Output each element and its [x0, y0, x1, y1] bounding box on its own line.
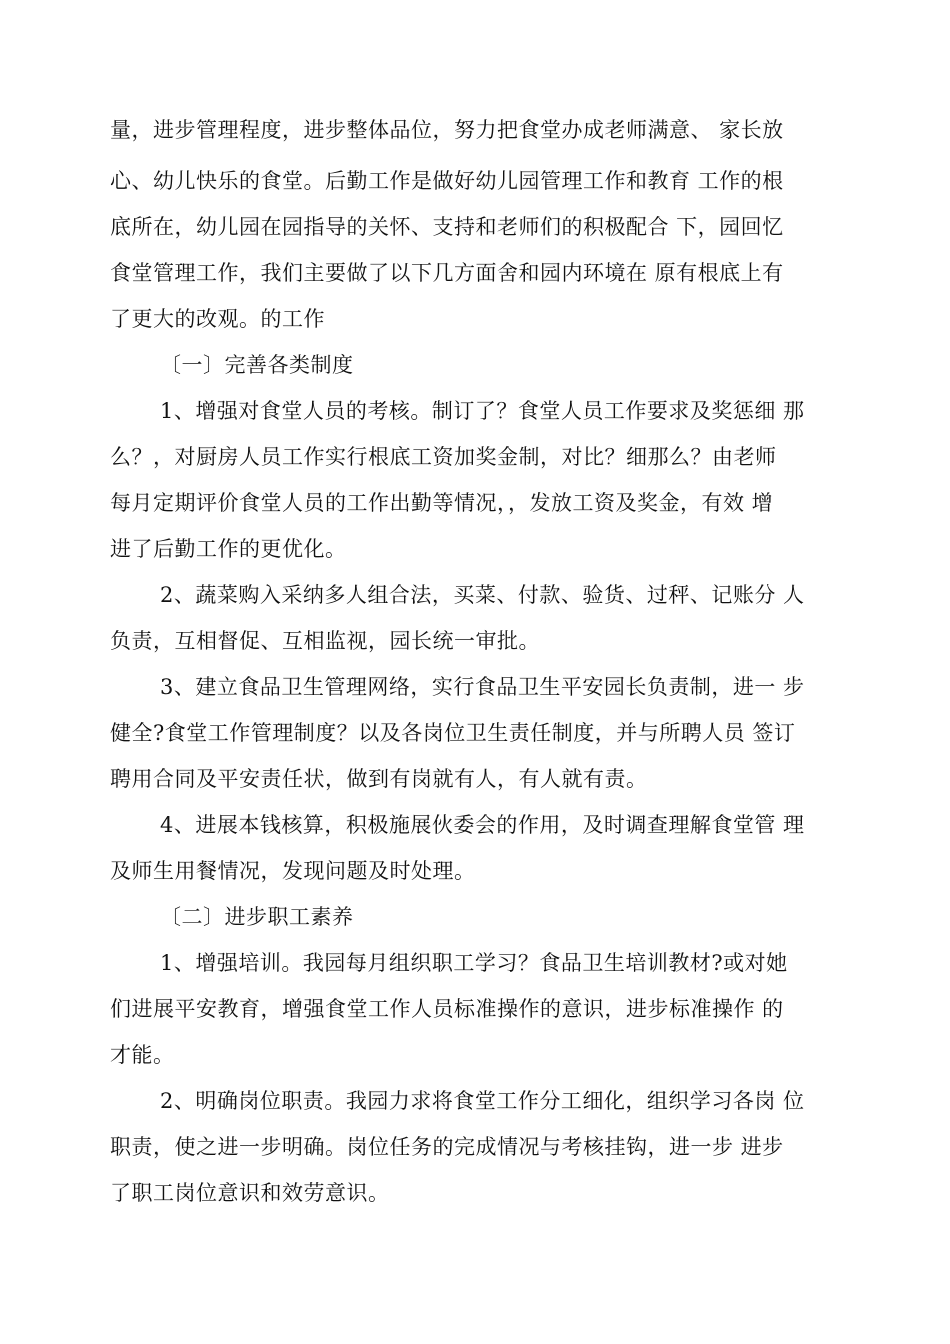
- paragraph-first-line: 1、增强对食堂人员的考核。制订了？食堂人员工作要求及奖惩细 那: [160, 399, 805, 423]
- paragraph-first-line: 2、明确岗位职责。我园力求将食堂工作分工细化，组织学习各岗 位: [160, 1089, 805, 1113]
- paragraph-first-line: 3、建立食品卫生管理网络，实行食品卫生平安园长负责制，进一 步: [160, 675, 805, 699]
- paragraph-first-line: 2、蔬菜购入采纳多人组合法，买菜、付款、验货、过秤、记账分 人: [160, 583, 805, 607]
- body-text-line: 了职工岗位意识和效劳意识。: [110, 1181, 390, 1205]
- section-heading: 〔一〕完善各类制度: [160, 353, 354, 377]
- body-text-line: 每月定期评价食堂人员的工作出勤等情况，，发放工资及奖金，有效 增: [110, 491, 774, 515]
- body-text-line: 食堂管理工作，我们主要做了以下几方面舍和园内环境在 原有根底上有: [110, 261, 784, 285]
- body-text-line: 进了后勤工作的更优化。: [110, 537, 347, 561]
- body-text-line: 底所在，幼儿园在园指导的关怀、支持和老师们的积极配合 下，园回忆: [110, 215, 784, 239]
- body-text-line: 才能。: [110, 1043, 175, 1067]
- paragraph-first-line: 4、进展本钱核算，积极施展伙委会的作用，及时调查理解食堂管 理: [160, 813, 805, 837]
- section-heading: 〔二〕进步职工素养: [160, 905, 354, 929]
- body-text-line: 健全?食堂工作管理制度？以及各岗位卫生责任制度，并与所聘人员 签订: [110, 721, 796, 745]
- body-text-line: 心、幼儿快乐的食堂。后勤工作是做好幼儿园管理工作和教育 工作的根: [110, 169, 784, 193]
- body-text-line: 么？，对厨房人员工作实行根底工资加奖金制，对比？细那么？由老师: [110, 445, 777, 469]
- body-text-line: 了更大的改观。的工作: [110, 307, 325, 331]
- body-text-line: 负责，互相督促、互相监视，园长统一审批。: [110, 629, 540, 653]
- body-text-line: 职责，使之进一步明确。岗位任务的完成情况与考核挂钩，进一步 进步: [110, 1135, 784, 1159]
- body-text-line: 及师生用餐情况，发现问题及时处理。: [110, 859, 476, 883]
- body-text-line: 们进展平安教育，增强食堂工作人员标准操作的意识，进步标准操作 的: [110, 997, 784, 1021]
- body-text-line: 聘用合同及平安责任状，做到有岗就有人，有人就有责。: [110, 767, 648, 791]
- body-text-line: 量，进步管理程度，进步整体品位，努力把食堂办成老师满意、 家长放: [110, 118, 784, 142]
- paragraph-first-line: 1、增强培训。我园每月组织职工学习？食品卫生培训教材?或对她: [160, 951, 788, 975]
